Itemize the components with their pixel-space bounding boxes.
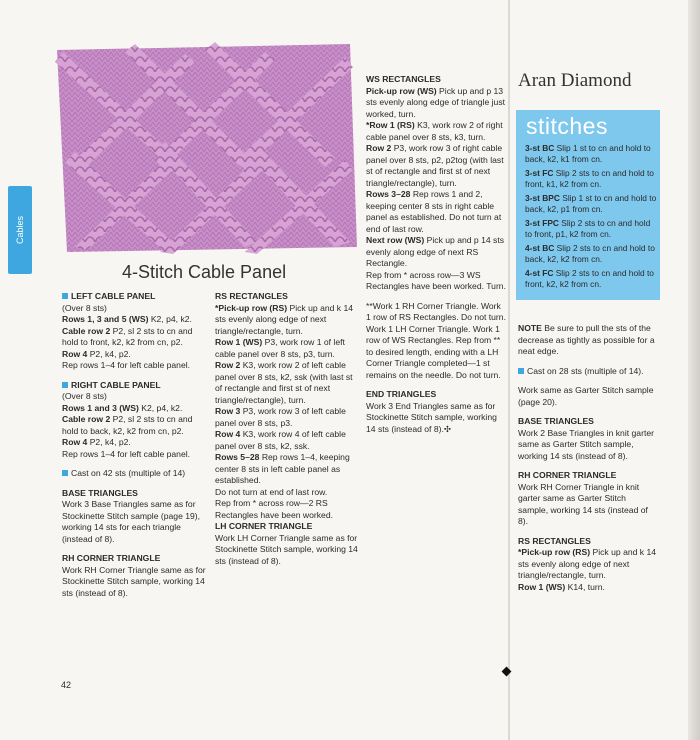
bullet-square-icon (62, 293, 68, 299)
base-triangles-heading: BASE TRIANGLES (62, 487, 138, 498)
section-tab (8, 186, 32, 274)
left-over: (Over 8 sts) (62, 302, 107, 313)
aran-base-heading: BASE TRIANGLES (518, 416, 594, 426)
column-aran-diamond: NOTE Be sure to pull the sts of the decrease as tightly as possible for a neat edge. Cast on 28 sts (multiple of 14). Work same as Garter Stitch sample (page 20). BASE TRIANGLES Work 2 Base Triangles in knit garter same as Garter Stitch sample, working 14 sts (instead of 8). RH CORNER TRIANGLE Work RH Corner Triangle in knit garter same as Garter Stitch sample, working 14 sts (instead of 8). RS RECTANGLES *Pick-up row (RS) Pick up and k 14 sts evenly along edge of next triangle/rectangle, turn. Row 1 (WS) K14, turn. (518, 323, 657, 592)
column-rs-rectangles: RS RECTANGLES *Pick-up row (RS) Pick up and k 14 sts evenly along edge of next triangle/rectangle, turn. Row 1 (WS) P3, work row 1 of left cable panel over 8 sts, p3, turn. Row 2 K3, work row 2 of left cable panel over 8 sts, k2, ssk (with last st of rectangle and first st of next triangle/rectangle), turn. Row 3 P3, work row 3 of left cable panel over 8 sts, p3. Row 4 K3, work row 4 of left cable panel over 8 sts, k2, ssk. Rows 5–28 Rep rows 1–4, keeping center 8 sts in left cable panel as established. Do not turn at end of last row. Rep from * across row—2 RS Rectangles have been worked. LH CORNER TRIANGLE Work LH Corner Triangle same as for Stockinette Stitch sample, working 14 sts (instead of 8). (215, 291, 360, 567)
bullet-square-icon (62, 470, 68, 476)
aran-rh-heading: RH CORNER TRIANGLE (518, 470, 617, 480)
left-cable-heading: LEFT CABLE PANEL (71, 291, 156, 301)
stitch-item: 4-st BC Slip 2 sts to cn and hold to back, k2, k2 from cn. (525, 243, 655, 264)
stitch-item: 3-st BC Slip 1 st to cn and hold to back, k2, k1 from cn. (525, 143, 651, 164)
bullet-square-icon (62, 382, 68, 388)
section-tab-label: Cables (15, 215, 25, 245)
column-left-cable: LEFT CABLE PANEL (Over 8 sts) Rows 1, 3 and 5 (WS) K2, p4, k2. Cable row 2 P2, sl 2 sts to cn and hold to front, k2, k2 from cn, p2. Row 4 P2, k4, p2. Rep rows 1–4 for left cable panel. RIGHT CABLE PANEL (Over 8 sts) Rows 1 and 3 (WS) K2, p4, k2. Cable row 2 P2, sl 2 sts to cn and hold to back, k2, k2 from cn, p2. Row 4 P2, k4, p2. Rep rows 1–4 for left cable panel. Cast on 42 sts (multiple of 14) BASE TRIANGLES Work 3 Base Triangles same as for Stockinette Stitch sample (page 19), working 14 sts for each triangle (instead of 8). RH CORNER TRIANGLE Work RH Corner Triangle same as for Stockinette Stitch sample, working 14 sts (instead of 8). (62, 291, 210, 599)
stitch-item: 3-st BPC Slip 1 st to cn and hold to back, k2, p1 from cn. (525, 193, 657, 214)
panel-title: 4-Stitch Cable Panel (122, 262, 287, 282)
book-gutter (688, 0, 700, 740)
aran-rs-heading: RS RECTANGLES (518, 535, 591, 546)
stitches-box (516, 110, 660, 300)
stitch-item: 3-st FPC Slip 2 sts to cn and hold to front, p1, k2 from cn. (525, 218, 651, 239)
bullet-square-icon (518, 368, 524, 374)
page-number: 42 (61, 680, 72, 690)
left-repeat: Rep rows 1–4 for left cable panel. (62, 360, 191, 370)
column-ws-rectangles: WS RECTANGLES Pick-up row (WS) Pick up and p 13 sts evenly along edge of triangle just worked, turn. *Row 1 (RS) K3, work row 2 of right cable panel over 8 sts, k3, turn. Row 2 P3, work row 3 of right cable panel over 8 sts, p2, p2tog (with last st of rectangle and first st of next triangle/rectangle), turn. Rows 3–28 Rep rows 1 and 2, keeping center 8 sts in right cable panel as established. Do not turn at end of last row. Next row (WS) Pick up and p 14 sts evenly along edge of next RS Rectangle. Rep from * across row—3 WS Rectangles have been worked. Turn. **Work 1 RH Corner Triangle. Work 1 row of RS Rectangles. Do not turn. Work 1 LH Corner Triangle. Work 1 row of WS Rectangles. Rep from ** to desired length, ending with a LH Corner Triangle completed—1 st remains on the needle. Do not turn. END TRIANGLES Work 3 End Triangles same as for Stockinette Stitch sample, working 14 sts (instead of 8).✣ (366, 74, 506, 434)
knit-swatch-image (45, 42, 360, 257)
cast-on: Cast on 42 sts (multiple of 14) (71, 468, 186, 478)
stitch-list (525, 143, 657, 293)
right-cable-heading: RIGHT CABLE PANEL (71, 379, 161, 390)
stitch-item: 3-st FC Slip 2 sts to cn and hold to front, k1, k2 from cn. (525, 168, 654, 189)
lh-corner-heading: LH CORNER TRIANGLE (215, 521, 313, 531)
rs-rectangles-heading: RS RECTANGLES (215, 291, 288, 301)
page-fold (508, 0, 510, 740)
rh-corner-heading: RH CORNER TRIANGLE (62, 553, 161, 563)
stitch-item: 4-st FC Slip 2 sts to cn and hold to front, k2, k2 from cn. (525, 268, 654, 289)
ws-rectangles-heading: WS RECTANGLES (366, 74, 441, 84)
end-triangles-heading: END TRIANGLES (366, 389, 437, 399)
aran-diamond-title: Aran Diamond (518, 70, 632, 91)
stitches-box-title: stitches (526, 113, 608, 139)
